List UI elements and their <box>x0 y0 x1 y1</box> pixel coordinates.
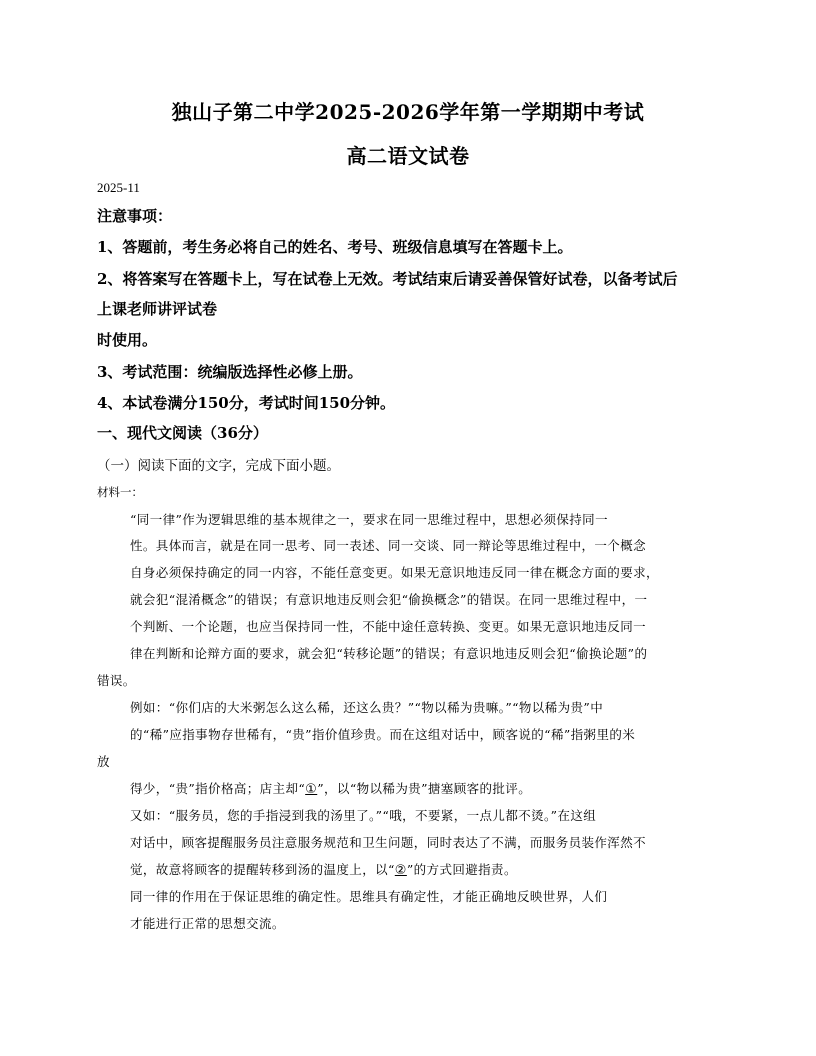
passage-line: 对话中，顾客提醒服务员注意服务规范和卫生问题，同时表达了不满，而服务员装作浑然不 <box>130 835 647 850</box>
passage-text: ”，以“物以稀为贵”搪塞顾客的批评。 <box>317 781 532 796</box>
notice-item-4: 4、本试卷满分150分，考试时间150分钟。 <box>97 394 396 412</box>
passage-line: 放 <box>97 754 110 769</box>
passage-line: 就会犯“混淆概念”的错误；有意识地违反则会犯“偷换概念”的错误。在同一思维过程中，一 <box>130 592 648 607</box>
section-heading: 一、现代文阅读（36分） <box>97 424 268 442</box>
exam-title: 独山子第二中学2025-2026学年第一学期期中考试 <box>171 100 645 124</box>
passage-line: 才能进行正常的思想交流。 <box>130 916 285 931</box>
passage-line: 又如：“服务员，您的手指浸到我的汤里了。”“哦，不要紧，一点儿都不烫。”在这组 <box>130 808 597 823</box>
blank-marker-2: ② <box>394 863 407 878</box>
passage-line-with-blank-2 <box>130 860 517 878</box>
material-label: 材料一： <box>97 485 143 499</box>
passage-text: 觉，故意将顾客的提醒转移到汤的温度上，以“ <box>130 862 395 877</box>
section-sub-heading: （一）阅读下面的文字，完成下面小题。 <box>97 458 340 474</box>
notice-item-2-line-3: 时使用。 <box>97 331 158 349</box>
passage-line: 自身必须保持确定的同一内容，不能任意变更。如果无意识地违反同一律在概念方面的要求， <box>130 565 659 580</box>
exam-date: 2025-11 <box>97 180 140 195</box>
passage-line: 性。具体而言，就是在同一思考、同一表述、同一交谈、同一辩论等思维过程中，一个概念 <box>130 538 647 553</box>
notice-heading: 注意事项： <box>97 207 173 225</box>
passage-line-with-blank-1 <box>130 779 531 797</box>
passage-line: 例如：“你们店的大米粥怎么这么稀，还这么贵？”“物以稀为贵嘛。”“物以稀为贵”中 <box>130 700 604 715</box>
notice-item-2-line-1: 2、将答案写在答题卡上，写在试卷上无效。考试结束后请妥善保管好试卷，以备考试后 <box>97 270 678 288</box>
passage-line: 的“稀”应指事物存世稀有，“贵”指价值珍贵。而在这组对话中，顾客说的“稀”指粥里的米 <box>130 727 636 742</box>
passage-text: 得少，“贵”指价格高；店主却“ <box>130 781 306 796</box>
notice-item-2-line-2: 上课老师讲评试卷 <box>97 300 218 318</box>
passage-text: ”的方式回避指责。 <box>406 862 517 877</box>
notice-item-1: 1、答题前，考生务必将自己的姓名、考号、班级信息填写在答题卡上。 <box>97 238 573 256</box>
passage-line: “同一律”作为逻辑思维的基本规律之一，要求在同一思维过程中，思想必须保持同一 <box>130 512 608 527</box>
passage-line: 律在判断和论辩方面的要求，就会犯“转移论题”的错误；有意识地违反则会犯“偷换论题”的 <box>130 646 648 661</box>
passage-line: 个判断、一个论题，也应当保持同一性，不能中途任意转换、变更。如果无意识地违反同一 <box>130 619 647 634</box>
passage-line: 同一律的作用在于保证思维的确定性。思维具有确定性，才能正确地反映世界，人们 <box>130 889 608 904</box>
exam-subtitle: 高二语文试卷 <box>346 144 470 168</box>
blank-marker-1: ① <box>305 782 318 797</box>
passage-line: 错误。 <box>97 673 136 688</box>
notice-item-3: 3、考试范围：统编版选择性必修上册。 <box>97 363 363 381</box>
